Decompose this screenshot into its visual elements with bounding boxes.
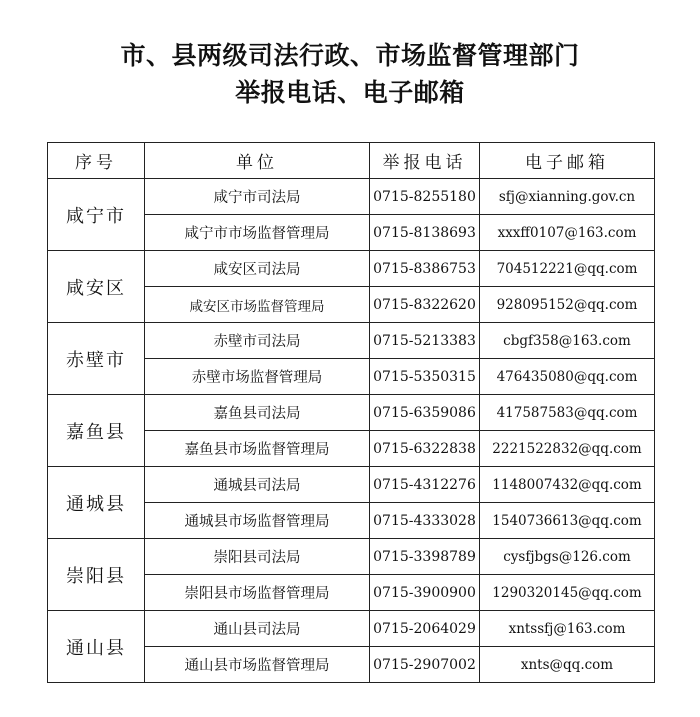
- header-unit: 单位: [145, 143, 370, 179]
- unit-cell: 嘉鱼县市场监督管理局: [145, 431, 370, 467]
- phone-cell: 0715-8386753: [370, 251, 480, 287]
- email-cell: 417587583@qq.com: [480, 395, 655, 431]
- phone-cell: 0715-8138693: [370, 215, 480, 251]
- phone-cell: 0715-2064029: [370, 611, 480, 647]
- unit-cell: 崇阳县司法局: [145, 539, 370, 575]
- header-index: 序号: [48, 143, 145, 179]
- unit-cell: 赤壁市司法局: [145, 323, 370, 359]
- unit-cell: 通城县司法局: [145, 467, 370, 503]
- page-subtitle: 举报电话、电子邮箱: [235, 78, 465, 107]
- email-cell: 1290320145@qq.com: [480, 575, 655, 611]
- unit-cell: 咸安区司法局: [145, 251, 370, 287]
- table-row: [48, 251, 655, 287]
- phone-cell: 0715-2907002: [370, 647, 480, 683]
- table-row: [48, 323, 655, 359]
- email-cell: 476435080@qq.com: [480, 359, 655, 395]
- unit-cell: 通山县司法局: [145, 611, 370, 647]
- phone-cell: 0715-6359086: [370, 395, 480, 431]
- email-cell: 1148007432@qq.com: [480, 467, 655, 503]
- region-cell: 赤壁市: [48, 323, 145, 395]
- email-cell: cysfjbgs@126.com: [480, 539, 655, 575]
- email-cell: sfj@xianning.gov.cn: [480, 179, 655, 215]
- table-row: [48, 179, 655, 215]
- phone-cell: 0715-3900900: [370, 575, 480, 611]
- email-cell: xnts@qq.com: [480, 647, 655, 683]
- region-cell: 崇阳县: [48, 539, 145, 611]
- email-cell: 2221522832@qq.com: [480, 431, 655, 467]
- email-cell: xntssfj@163.com: [480, 611, 655, 647]
- table-header-row: [48, 143, 655, 179]
- unit-cell: 咸宁市司法局: [145, 179, 370, 215]
- contact-table: [47, 142, 655, 683]
- region-cell: 通城县: [48, 467, 145, 539]
- email-cell: xxxff0107@163.com: [480, 215, 655, 251]
- table-row: [48, 395, 655, 431]
- email-cell: 928095152@qq.com: [480, 287, 655, 323]
- unit-cell: 赤壁市场监督管理局: [145, 359, 370, 395]
- header-phone: 举报电话: [370, 143, 480, 179]
- email-cell: cbgf358@163.com: [480, 323, 655, 359]
- phone-cell: 0715-4333028: [370, 503, 480, 539]
- phone-cell: 0715-5350315: [370, 359, 480, 395]
- unit-cell: 崇阳县市场监督管理局: [145, 575, 370, 611]
- region-cell: 通山县: [48, 611, 145, 683]
- email-cell: 704512221@qq.com: [480, 251, 655, 287]
- table-row: [48, 467, 655, 503]
- phone-cell: 0715-4312276: [370, 467, 480, 503]
- email-cell: 1540736613@qq.com: [480, 503, 655, 539]
- phone-cell: 0715-6322838: [370, 431, 480, 467]
- region-cell: 咸安区: [48, 251, 145, 323]
- region-cell: 嘉鱼县: [48, 395, 145, 467]
- unit-cell: 嘉鱼县司法局: [145, 395, 370, 431]
- unit-cell: 通城县市场监督管理局: [145, 503, 370, 539]
- unit-cell: 咸安区市场监督管理局: [145, 287, 370, 323]
- phone-cell: 0715-8322620: [370, 287, 480, 323]
- region-cell: 咸宁市: [48, 179, 145, 251]
- page-title: 市、县两级司法行政、市场监督管理部门: [120, 41, 580, 70]
- unit-cell: 通山县市场监督管理局: [145, 647, 370, 683]
- unit-cell: 咸宁市市场监督管理局: [145, 215, 370, 251]
- phone-cell: 0715-5213383: [370, 323, 480, 359]
- table-row: [48, 539, 655, 575]
- phone-cell: 0715-8255180: [370, 179, 480, 215]
- phone-cell: 0715-3398789: [370, 539, 480, 575]
- header-email: 电子邮箱: [480, 143, 655, 179]
- table-row: [48, 611, 655, 647]
